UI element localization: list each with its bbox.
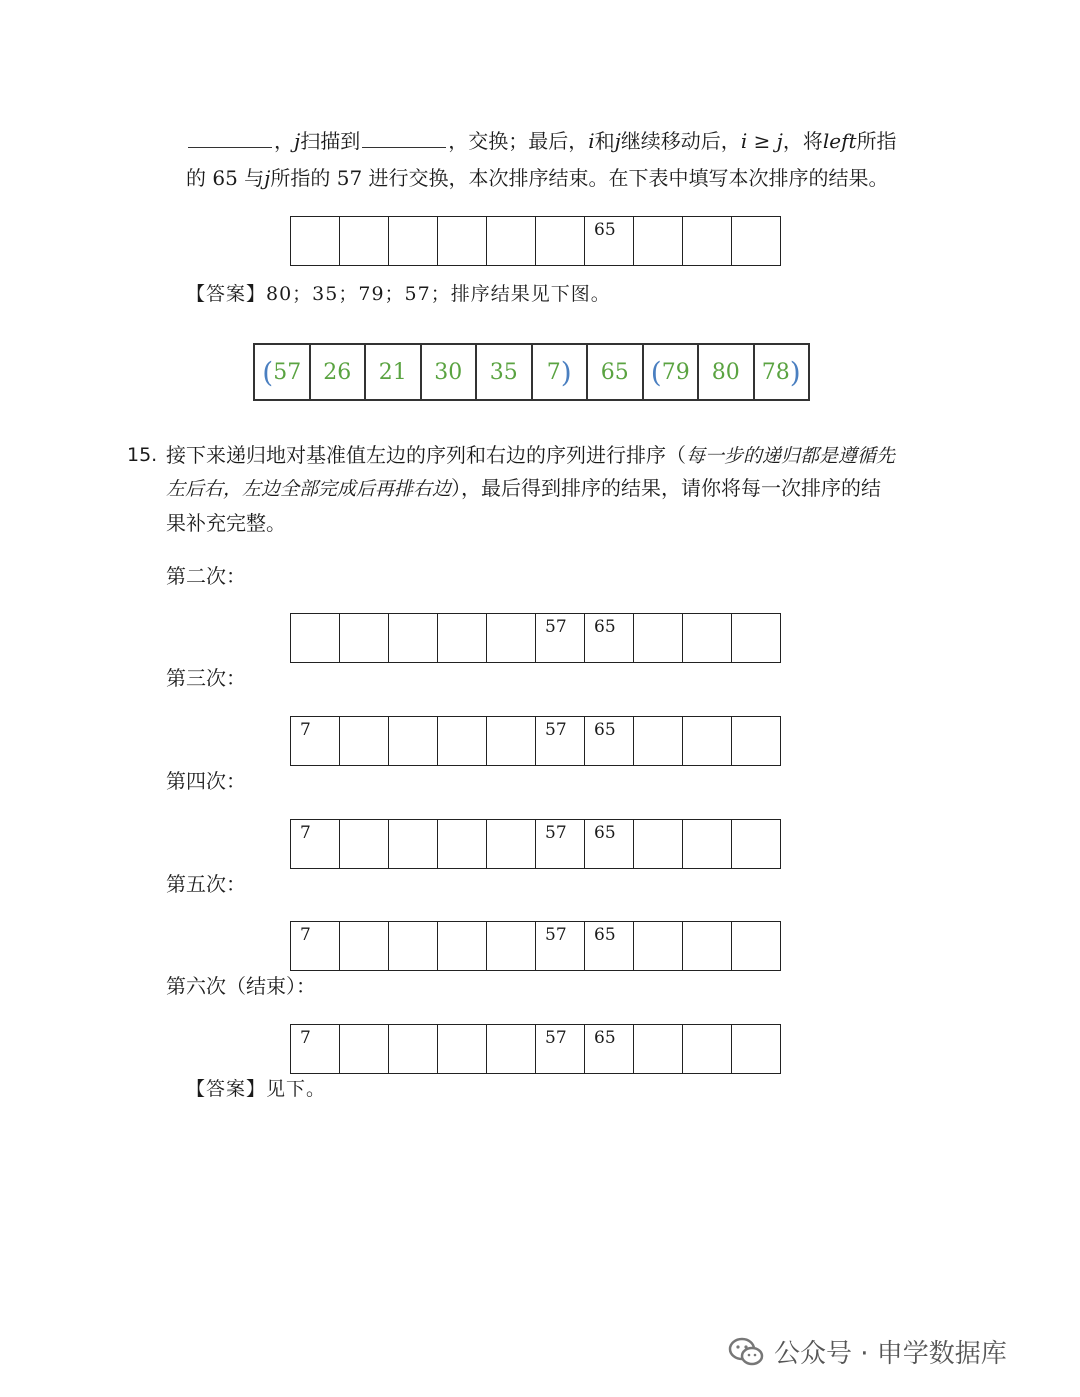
- table-cell[interactable]: [732, 614, 781, 663]
- round-table: [290, 819, 781, 869]
- table-cell[interactable]: [683, 217, 732, 266]
- table-cell[interactable]: [340, 922, 389, 971]
- prev-question-table: [290, 216, 781, 266]
- table-cell[interactable]: [340, 1025, 389, 1074]
- table-cell[interactable]: [683, 820, 732, 869]
- q15-answer: 【答案】见下。: [186, 1078, 327, 1100]
- answer-cell: 21: [366, 345, 422, 401]
- q15-line2: 左后右，左边全部完成后再排右边），最后得到排序的结果，请你将每一次排序的结: [166, 476, 882, 500]
- answer-cell: ( 57: [255, 345, 311, 401]
- table-cell[interactable]: [634, 717, 683, 766]
- prev-question-line2: 的 65 与j所指的 57 进行交换，本次排序结束。在下表中填写本次排序的结果。: [186, 166, 889, 190]
- table-cell[interactable]: [389, 217, 438, 266]
- table-cell[interactable]: [438, 614, 487, 663]
- table-cell[interactable]: 57: [536, 922, 585, 971]
- round-table: [290, 613, 781, 663]
- q15-line1: 接下来递归地对基准值左边的序列和右边的序列进行排序（每一步的递归都是遵循先: [166, 443, 896, 467]
- table-cell[interactable]: 65: [585, 217, 634, 266]
- table-cell[interactable]: 57: [536, 717, 585, 766]
- answer-table: [253, 343, 810, 401]
- table-cell[interactable]: [389, 614, 438, 663]
- answer-cell: 65: [588, 345, 644, 401]
- table-cell[interactable]: [683, 1025, 732, 1074]
- table-cell[interactable]: [732, 820, 781, 869]
- table-cell[interactable]: [634, 217, 683, 266]
- table-cell[interactable]: [634, 614, 683, 663]
- table-cell[interactable]: 57: [536, 1025, 585, 1074]
- answer-cell: 35: [477, 345, 533, 401]
- table-cell[interactable]: [536, 217, 585, 266]
- answer-cell: 26: [311, 345, 367, 401]
- table-cell[interactable]: [340, 717, 389, 766]
- round-table: [290, 716, 781, 766]
- round-table: [290, 921, 781, 971]
- answer-blank: [188, 129, 272, 148]
- table-cell[interactable]: [340, 820, 389, 869]
- table-cell[interactable]: [732, 922, 781, 971]
- table-cell[interactable]: [487, 217, 536, 266]
- table-cell[interactable]: [487, 820, 536, 869]
- q15-line3: 果补充完整。: [166, 511, 286, 535]
- watermark-text: 公众号 · 申学数据库: [774, 1339, 1007, 1369]
- table-cell[interactable]: 57: [536, 614, 585, 663]
- table-cell[interactable]: [438, 820, 487, 869]
- table-cell[interactable]: [291, 217, 340, 266]
- table-cell[interactable]: [291, 614, 340, 663]
- prev-question-answer: 【答案】80；35；79；57；排序结果见下图。: [186, 283, 611, 305]
- table-cell[interactable]: 7: [291, 1025, 340, 1074]
- table-cell[interactable]: 65: [585, 922, 634, 971]
- table-cell[interactable]: [732, 217, 781, 266]
- answer-cell: 80: [699, 345, 755, 401]
- table-cell[interactable]: 65: [585, 717, 634, 766]
- table-cell[interactable]: [389, 922, 438, 971]
- round-label: 第三次：: [166, 666, 246, 690]
- table-cell[interactable]: [487, 922, 536, 971]
- table-cell[interactable]: [634, 1025, 683, 1074]
- answer-cell: 30: [422, 345, 478, 401]
- wechat-icon: [728, 1337, 764, 1367]
- table-cell[interactable]: [438, 217, 487, 266]
- answer-blank: [362, 129, 446, 148]
- table-cell[interactable]: [487, 717, 536, 766]
- table-cell[interactable]: [732, 1025, 781, 1074]
- table-cell[interactable]: [389, 717, 438, 766]
- table-cell[interactable]: [340, 614, 389, 663]
- table-cell[interactable]: 57: [536, 820, 585, 869]
- round-label: 第二次：: [166, 564, 246, 588]
- round-table: [290, 1024, 781, 1074]
- table-cell[interactable]: [683, 717, 732, 766]
- table-cell[interactable]: [732, 717, 781, 766]
- table-cell[interactable]: [487, 614, 536, 663]
- table-cell[interactable]: [438, 1025, 487, 1074]
- watermark: [728, 1333, 1007, 1370]
- table-cell[interactable]: 7: [291, 922, 340, 971]
- table-cell[interactable]: 65: [585, 614, 634, 663]
- table-cell[interactable]: [634, 820, 683, 869]
- table-cell[interactable]: [683, 922, 732, 971]
- prev-question-line1: ，j扫描到 ，交换；最后，i和j继续移动后，i ≥ j，将left所指: [186, 127, 897, 155]
- table-cell[interactable]: [438, 922, 487, 971]
- question-number: 15.: [127, 444, 158, 466]
- table-cell[interactable]: 7: [291, 820, 340, 869]
- table-cell[interactable]: [634, 922, 683, 971]
- round-label: 第四次：: [166, 769, 246, 793]
- table-cell[interactable]: [389, 820, 438, 869]
- answer-cell: 7 ): [533, 345, 589, 401]
- answer-cell: 78 ): [755, 345, 811, 401]
- round-label: 第六次（结束）：: [166, 974, 316, 998]
- table-cell[interactable]: [487, 1025, 536, 1074]
- table-cell[interactable]: 65: [585, 1025, 634, 1074]
- table-cell[interactable]: [340, 217, 389, 266]
- table-cell[interactable]: [389, 1025, 438, 1074]
- answer-cell: ( 79: [644, 345, 700, 401]
- table-cell[interactable]: 65: [585, 820, 634, 869]
- round-label: 第五次：: [166, 872, 246, 896]
- table-cell[interactable]: 7: [291, 717, 340, 766]
- table-cell[interactable]: [683, 614, 732, 663]
- table-cell[interactable]: [438, 717, 487, 766]
